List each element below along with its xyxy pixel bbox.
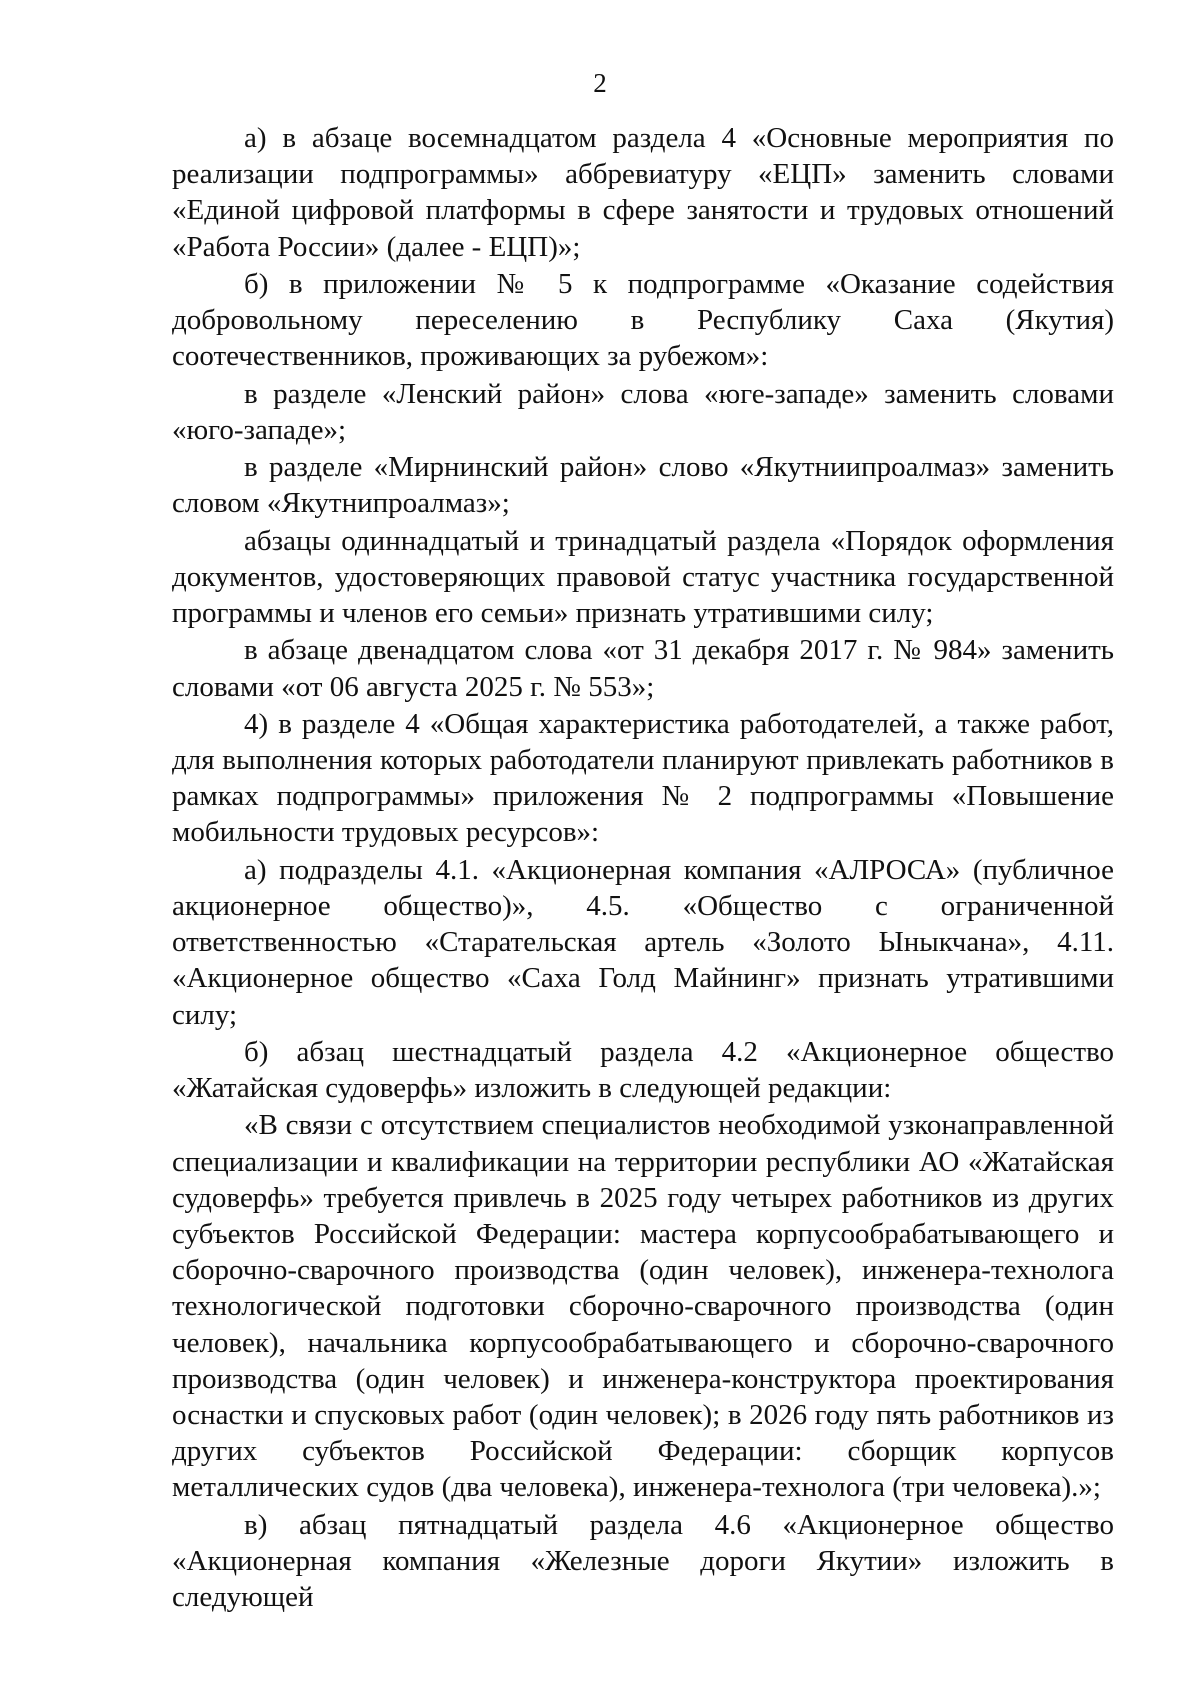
paragraph-section-4: 4) в разделе 4 «Общая характеристика работодателей, а также работ, для выполнения которых работодатели планируют привлекать работников в рамках подпрограммы» приложения № 2 подпрограммы «Повышение мобильности трудовых ресурсов»: [172,707,1114,849]
paragraph-zhatay-shipyard: б) абзац шестнадцатый раздела 4.2 «Акционерное общество «Жатайская судоверфь» изложить в следующей редакции: [172,1035,1114,1105]
paragraph-twelfth-replace: в абзаце двенадцатом слова «от 31 декабря 2017 г. № 984» заменить словами «от 06 августа 2025 г. № 553»; [172,634,1114,703]
paragraph-a-abbreviation: а) в абзаце восемнадцатом раздела 4 «Основные мероприятия по реализации подпрограммы» аббревиатуру «ЕЦП» заменить словами «Единой цифровой платформы в сфере занятости и трудовых отношений «Работа России» (далее - ЕЦП)»; [172,122,1114,263]
paragraph-b-appendix-5: б) в приложении № 5 к подпрограмме «Оказание содействия добровольному переселению в Республику Саха (Якутия) соотечественников, проживающих за рубежом»: [172,267,1114,373]
paragraph-lensky-district: в разделе «Ленский район» слова «юге-западе» заменить словами «юго-западе»; [172,377,1114,446]
paragraph-railways-yakutia: в) абзац пятнадцатый раздела 4.6 «Акционерное общество «Акционерная компания «Железные дороги Якутии» изложить в следующей [172,1508,1114,1614]
page-number: 2 [593,68,607,98]
document-body [172,120,1114,1616]
paragraph-quoted-revision: «В связи с отсутствием специалистов необходимой узконаправленной специализации и квалификации на территории республики АО «Жатайская судоверфь» требуется привлечь в 2025 году четырех работников из других субъектов Российской Федерации: мастера корпусообрабатывающего и сборочно-сварочного производства (один человек), инженера-технолога технологической подготовки сборочно-сварочного производства (один человек), начальника корпусообрабатывающего и сборочно-сварочного производства (один человек) и инженера-конструктора проектирования оснастки и спусковых работ (один человек); в 2026 году пять работников из других субъектов Российской Федерации: сборщик корпусов металлических судов (два человека), инженера-технолога (три человека).»; [172,1109,1114,1504]
paragraph-subsections-lost-force: а) подразделы 4.1. «Акционерная компания «АЛРОСА» (публичное акционерное общество)», 4.5. «Общество с ограниченной ответственностью «Старательская артель «Золото Ыныкчана», 4.11. «Акционерное общество «Саха Голд Майнинг» признать утратившими силу; [172,853,1114,1031]
paragraph-lost-force: абзацы одиннадцатый и тринадцатый раздела «Порядок оформления документов, удостоверяющих правовой статус участника государственной программы и членов его семьи» признать утратившими силу; [172,524,1114,630]
paragraph-mirninsky-district: в разделе «Мирнинский район» слово «Якутниипроалмаз» заменить словом «Якутнипроалмаз»; [172,451,1114,520]
